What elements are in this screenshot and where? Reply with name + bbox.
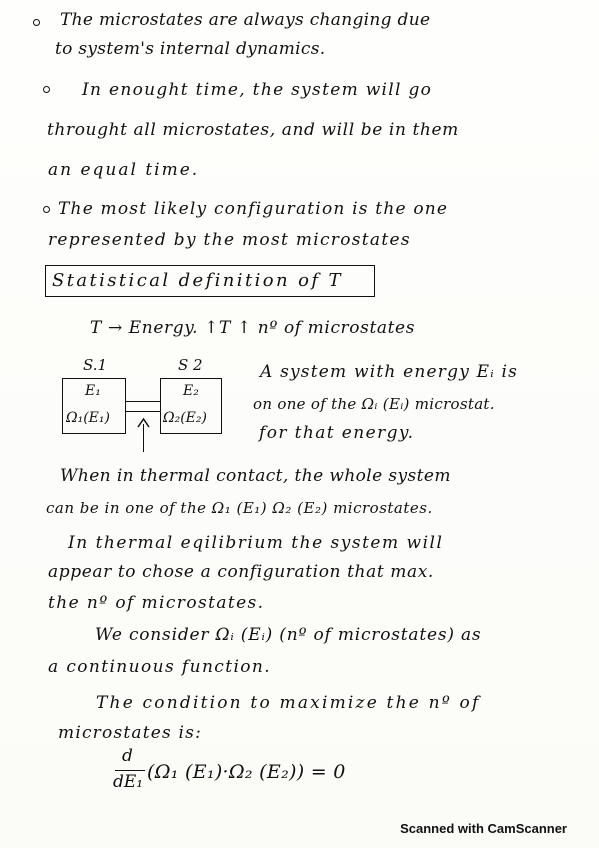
bullet-dot [33, 19, 40, 26]
contact-line [126, 411, 160, 412]
note-line: When in thermal contact, the whole system [60, 466, 451, 486]
system-1-energy: E₁ [85, 383, 101, 399]
scanner-watermark: Scanned with CamScanner [400, 821, 567, 836]
contact-line [126, 401, 160, 402]
note-line: microstates is: [58, 723, 203, 743]
arrow-up-icon [137, 418, 150, 428]
note-line: In thermal eqilibrium the system will [68, 533, 444, 553]
note-line: throught all microstates, and will be in them [47, 120, 459, 140]
side-note-line: A system with energy Eᵢ is [260, 362, 519, 382]
maximization-condition: (Ω₁ (E₁)·Ω₂ (E₂)) = 0 [147, 761, 346, 783]
note-line: The condition to maximize the nº of [96, 693, 481, 713]
system-2-label: S 2 [178, 356, 203, 374]
side-note-line: on one of the Ωᵢ (Eᵢ) microstat. [253, 395, 495, 413]
note-line: The microstates are always changing due [60, 10, 431, 30]
note-line: In enought time, the system will go [82, 80, 433, 100]
note-line: appear to chose a configuration that max. [48, 562, 434, 582]
note-line: represented by the most microstates [48, 230, 411, 250]
fraction-bar [115, 770, 145, 771]
note-line: a continuous function. [48, 657, 272, 677]
temperature-relation: T → Energy. ↑T ↑ nº of microstates [90, 318, 416, 338]
bullet-dot [43, 86, 50, 93]
note-line: The most likely configuration is the one [58, 199, 449, 219]
system-2-microstates: Ω₂(E₂) [163, 410, 207, 426]
system-2-energy: E₂ [183, 383, 199, 399]
note-line: the nº of microstates. [48, 593, 265, 613]
contact-arrow-shaft [143, 424, 144, 452]
section-heading: Statistical definition of T [52, 270, 343, 291]
bullet-dot [43, 206, 50, 213]
note-line: to system's internal dynamics. [55, 39, 326, 59]
note-line: We consider Ωᵢ (Eᵢ) (nº of microstates) as [95, 625, 482, 645]
note-line: can be in one of the Ω₁ (E₁) Ω₂ (E₂) microstates. [46, 499, 433, 517]
note-line: an equal time. [48, 160, 200, 180]
system-1-microstates: Ω₁(E₁) [66, 410, 110, 426]
system-1-label: S.1 [83, 356, 108, 374]
derivative-numerator: d [122, 746, 133, 766]
side-note-line: for that energy. [259, 423, 415, 443]
derivative-denominator: dE₁ [113, 772, 144, 792]
